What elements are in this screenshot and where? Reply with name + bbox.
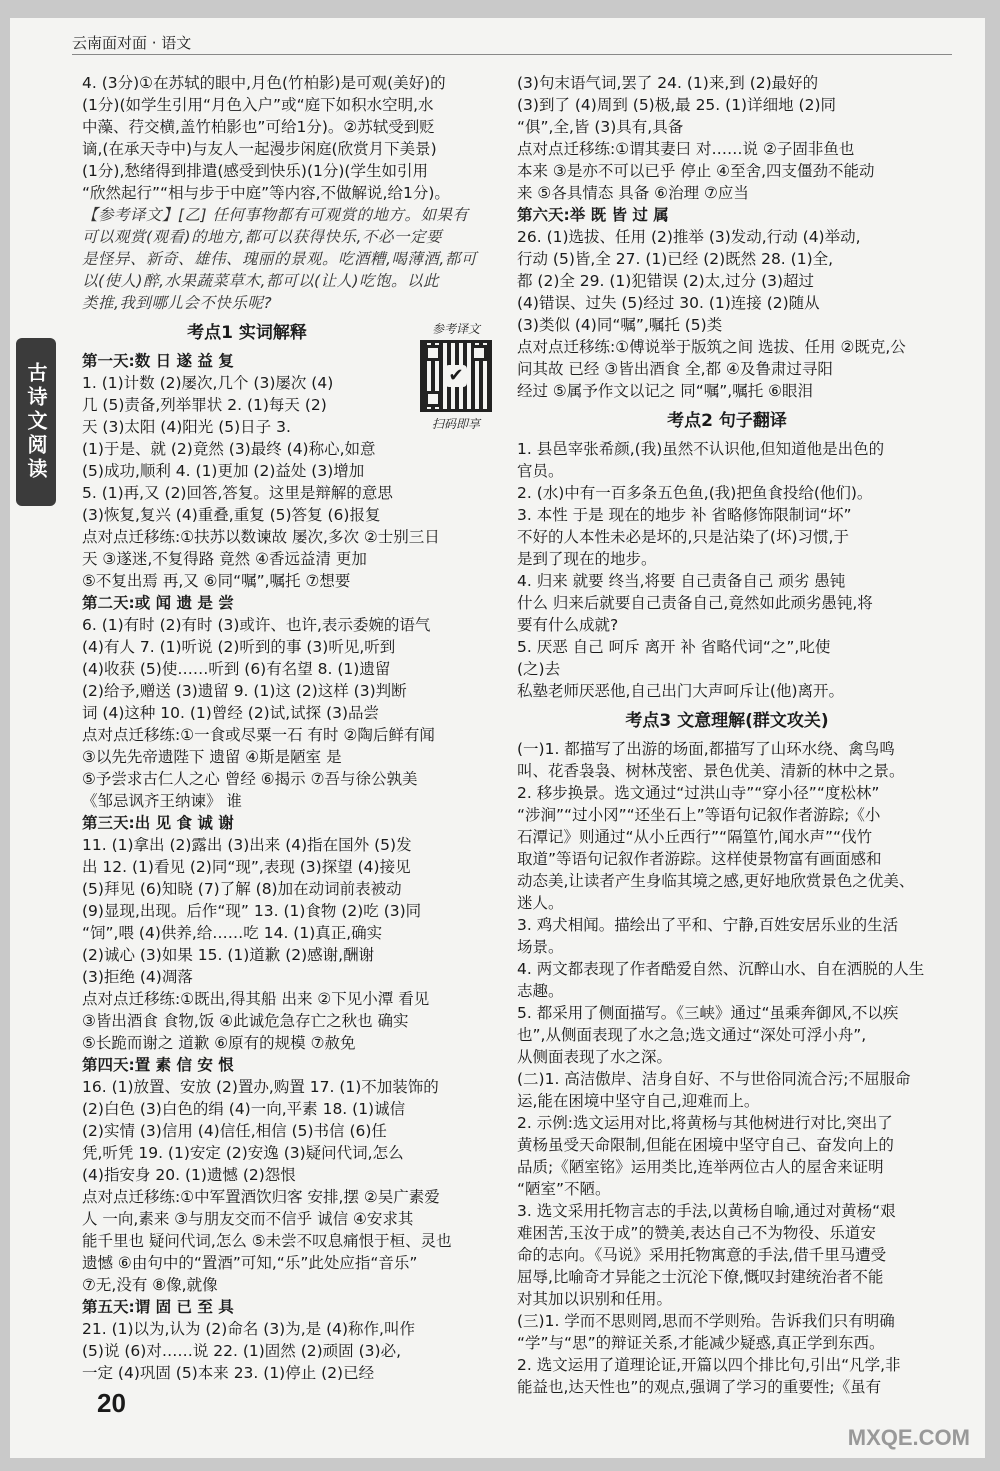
answer-line: 点对点迁移练:①中军置酒饮归客 安排,摆 ②吴广素爱 xyxy=(82,1188,440,1206)
translation-line: 是怪异、新奇、雄伟、瑰丽的景观。吃酒糟,喝薄酒,都可 xyxy=(82,250,477,268)
answer-line: 点对点迁移练:①既出,得其船 出来 ②下见小潭 看见 xyxy=(82,990,430,1008)
answer-line: 3. 选文采用托物言志的手法,以黄杨自喻,通过对黄杨“艰 xyxy=(517,1202,896,1220)
answer-line: 3. 本性 于是 现在的地步 补 省略修饰限制词“坏” xyxy=(517,506,852,524)
qr-block[interactable] xyxy=(418,320,494,432)
answer-line: 第二天:或 闻 遗 是 尝 xyxy=(82,594,234,612)
answer-line: 1. (1)计数 (2)屡次,几个 (3)屡次 (4) xyxy=(82,374,334,392)
section3-block xyxy=(517,738,937,1398)
answer-line: 黄杨虽受天命限制,但能在困境中坚守自己、奋发向上的 xyxy=(517,1136,894,1154)
qr-top-caption: 参考译文 xyxy=(431,322,480,336)
answer-line: (5)成功,顺利 4. (1)更加 (2)益处 (3)增加 xyxy=(82,462,365,480)
answer-line: 一定 (4)巩固 (5)本来 23. (1)停止 (2)已经 xyxy=(82,1364,375,1382)
translation-block xyxy=(82,204,502,314)
section3-title: 考点3 文意理解(群文攻关) xyxy=(625,711,829,731)
section1-title: 考点1 实词解释 xyxy=(187,323,307,343)
answer-line: 本来 ③是亦不可以已乎 停止 ④至舍,四支僵劲不能动 xyxy=(517,162,875,180)
answer-line: 2. (水)中有一百多条五色鱼,(我)把鱼食投给(他们)。 xyxy=(517,484,873,502)
answer-line: 出 12. (1)看见 (2)同“现”,表现 (3)探望 (4)接见 xyxy=(82,858,411,876)
answer-line: 5. (1)再,又 (2)回答,答复。这里是辩解的意思 xyxy=(82,484,393,502)
answer-line: 来 ⑤各具情态 具备 ⑥治理 ⑦应当 xyxy=(517,184,749,202)
answer-line: (4)收获 (5)使……听到 (6)有名望 8. (1)遗留 xyxy=(82,660,391,678)
answer-line: 天 (3)太阳 (4)阳光 (5)日子 3. xyxy=(82,418,291,436)
answer-line: 对其加以识别和任用。 xyxy=(517,1290,673,1308)
answer-line: 5. 厌恶 自己 呵斥 离开 补 省略代词“之”,叱使 xyxy=(517,638,831,656)
answer-line: 4. 两文都表现了作者酷爱自然、沉醉山水、自在洒脱的人生 xyxy=(517,960,925,978)
answer-line: 是到了现在的地步。 xyxy=(517,550,657,568)
side-tab-label: 古诗文阅读 xyxy=(16,338,56,506)
answer-line: 经过 ⑤属予作文以记之 同“嘱”,嘱托 ⑥眼泪 xyxy=(517,382,814,400)
answer-line: 点对点迁移练:①傅说举于版筑之间 选拔、任用 ②既克,公 xyxy=(517,338,906,356)
answer-line: 几 (5)责备,列举罪状 2. (1)每天 (2) xyxy=(82,396,327,414)
answer-line: 行动 (5)皆,全 27. (1)已经 (2)既然 28. (1)全, xyxy=(517,250,834,268)
answer-line: 4. 归来 就要 终当,将要 自己责备自己 顽劣 愚钝 xyxy=(517,572,846,590)
answer-line: 官员。 xyxy=(517,462,564,480)
answer-line: “陋室”不陋。 xyxy=(517,1180,611,1198)
answer-line: “涉涧”“过小冈”“还坐石上”等语句记叙作者游踪;《小 xyxy=(517,806,881,824)
answer-line: (一)1. 都描写了出游的场面,都描写了山环水绕、禽鸟鸣 xyxy=(517,740,895,758)
answer-line: (4)有人 7. (1)听说 (2)听到的事 (3)听见,听到 xyxy=(82,638,396,656)
answer-line: 能益也,达天性也”的观点,强调了学习的重要性;《虽有 xyxy=(517,1378,882,1396)
qr-bottom-caption: 扫码即享 xyxy=(431,417,480,431)
item4-block xyxy=(82,72,502,204)
answer-line: 点对点迁移练:①谓其妻曰 对……说 ②子固非鱼也 xyxy=(517,140,855,158)
watermark: MXQE.COM xyxy=(847,1425,970,1450)
answer-line: 第四天:置 素 信 安 恨 xyxy=(82,1056,234,1074)
answer-line: 能千里也 疑问代词,怎么 ⑤未尝不叹息痛恨于桓、灵也 xyxy=(82,1232,452,1250)
translation-line: 【参考译文】[乙] 任何事物都有可观赏的地方。如果有 xyxy=(82,206,469,224)
header-rule xyxy=(72,54,952,55)
answer-line: ⑦无,没有 ⑧像,就像 xyxy=(82,1276,218,1294)
section2-title: 考点2 句子翻译 xyxy=(667,411,787,431)
translation-line: 类推,我到哪儿会不快乐呢? xyxy=(82,294,273,312)
answer-line: (9)显现,出现。后作“现” 13. (1)食物 (2)吃 (3)同 xyxy=(82,902,422,920)
answer-line: 品质;《陋室铭》运用类比,连举两位古人的屋舍来证明 xyxy=(517,1158,884,1176)
answer-line: (2)实情 (3)信用 (4)信任,相信 (5)书信 (6)任 xyxy=(82,1122,387,1140)
page-header: 云南面对面 · 语文 xyxy=(72,34,192,52)
answer-line: (3)句末语气词,罢了 24. (1)来,到 (2)最好的 xyxy=(517,74,819,92)
answer-line: 动态美,让读者产生身临其境之感,更好地欣赏景色之优美、 xyxy=(517,872,915,890)
answer-line: ③皆出酒食 食物,饭 ④此诚危急存亡之秋也 确实 xyxy=(82,1012,409,1030)
answer-line: 叫、花香袅袅、树林茂密、景色优美、清新的林中之景。 xyxy=(517,762,905,780)
answer-line: 第五天:谓 固 已 至 具 xyxy=(82,1298,234,1316)
answer-line: 迷人。 xyxy=(517,894,564,912)
answer-line: “饲”,喂 (4)供养,给……吃 14. (1)真正,确实 xyxy=(82,924,383,942)
answer-line: ⑤不复出焉 再,又 ⑥同“嘱”,嘱托 ⑦想要 xyxy=(82,572,351,590)
answer-line: 场景。 xyxy=(517,938,564,956)
translation-line: 以(使人)醉,水果蔬菜草木,都可以(让人)吃饱。以此 xyxy=(82,272,440,290)
answer-line: 志趣。 xyxy=(517,982,564,1000)
answer-line: “俱”,全,皆 (3)具有,具备 xyxy=(517,118,684,136)
answer-line: (2)白色 (3)白色的绢 (4)一向,平素 18. (1)诚信 xyxy=(82,1100,406,1118)
answer-line: 要有什么成就? xyxy=(517,616,619,634)
section2-block xyxy=(517,438,937,702)
answer-line: 石潭记》则通过“从小丘西行”“隔篁竹,闻水声”“伐竹 xyxy=(517,828,873,846)
answer-line: 第三天:出 见 食 诚 谢 xyxy=(82,814,234,832)
answer-line: 1. 县邑宰张希颜,(我)虽然不认识他,但知道他是出色的 xyxy=(517,440,885,458)
answer-line: “欣然起行”“相与步于中庭”等内容,不做解说,给1分)。 xyxy=(82,184,450,202)
answer-line: 第六天:举 既 皆 过 属 xyxy=(517,206,669,224)
answer-line: 11. (1)拿出 (2)露出 (3)出来 (4)指在国外 (5)发 xyxy=(82,836,412,854)
answer-line: 难困苦,玉汝于成”的赞美,表达自己不为物役、乐道安 xyxy=(517,1224,876,1242)
answer-line: 凭,听凭 19. (1)安定 (2)安逸 (3)疑问代词,怎么 xyxy=(82,1144,404,1162)
answer-line: (3)到了 (4)周到 (5)极,最 25. (1)详细地 (2)同 xyxy=(517,96,836,114)
answer-line: 遗憾 ⑥由句中的“置酒”可知,“乐”此处应指“音乐” xyxy=(82,1254,418,1272)
answer-line: 21. (1)以为,认为 (2)命名 (3)为,是 (4)称作,叫作 xyxy=(82,1320,415,1338)
answer-line: (4)错误、过失 (5)经过 30. (1)连接 (2)随从 xyxy=(517,294,820,312)
answer-line: (二)1. 高洁傲岸、洁身自好、不与世俗同流合污;不屈服命 xyxy=(517,1070,911,1088)
answer-line: ③以先先帝遗陛下 遗留 ④斯是陋室 是 xyxy=(82,748,342,766)
answer-line: 都 (2)全 29. (1)犯错误 (2)太,过分 (3)超过 xyxy=(517,272,815,290)
answer-line: 4. (3分)①在苏轼的眼中,月色(竹柏影)是可观(美好)的 xyxy=(82,74,446,92)
answer-line: 屈辱,比喻奇才异能之士沉沦下僚,慨叹封建统治者不能 xyxy=(517,1268,884,1286)
answer-line: 也”,从侧面表现了水之急;选文通过“深处可浮小舟”, xyxy=(517,1026,867,1044)
answer-line: 6. (1)有时 (2)有时 (3)或许、也许,表示委婉的语气 xyxy=(82,616,431,634)
translation-line: 可以观赏(观看)的地方,都可以获得快乐,不必一定要 xyxy=(82,228,442,246)
answer-line: (1)于是、就 (2)竟然 (3)最终 (4)称心,如意 xyxy=(82,440,376,458)
answer-line: 人 一向,素来 ③与朋友交而不信乎 诚信 ④安求其 xyxy=(82,1210,414,1228)
answer-line: 运,能在困境中坚守自己,迎难而上。 xyxy=(517,1092,760,1110)
answer-line: 26. (1)选拔、任用 (2)推举 (3)发动,行动 (4)举动, xyxy=(517,228,861,246)
answer-line: 私塾老师厌恶他,自己出门大声呵斥让(他)离开。 xyxy=(517,682,845,700)
answer-line: “学”与“思”的辩证关系,才能减少疑惑,真正学到东西。 xyxy=(517,1334,885,1352)
answer-line: 点对点迁移练:①扶苏以数谏故 屡次,多次 ②士别三日 xyxy=(82,528,440,546)
answer-line: (1分)(如学生引用“月色入户”或“庭下如积水空明,水 xyxy=(82,96,434,114)
answer-line: 点对点迁移练:①一食或尽粟一石 有时 ②陶后鲜有闻 xyxy=(82,726,435,744)
answer-line: 词 (4)这种 10. (1)曾经 (2)试,试探 (3)品尝 xyxy=(82,704,380,722)
answer-line: 天 ③遂迷,不复得路 竟然 ④香远益清 更加 xyxy=(82,550,367,568)
answer-line: 2. 移步换景。选文通过“过洪山寺”“穿小径”“度松林” xyxy=(517,784,880,802)
answer-line: 谪,(在承天寺中)与友人一起漫步闲庭(欣赏月下美景) xyxy=(82,140,437,158)
answer-line: (三)1. 学而不思则罔,思而不学则殆。告诉我们只有明确 xyxy=(517,1312,895,1330)
answer-line: (3)拒绝 (4)凋落 xyxy=(82,968,193,986)
answer-line: 中藻、荇交横,盖竹柏影也”可给1分)。②苏轼受到贬 xyxy=(82,118,435,136)
answer-line: ⑤予尝求古仁人之心 曾经 ⑥揭示 ⑦吾与徐公孰美 xyxy=(82,770,418,788)
answer-line: (5)拜见 (6)知晓 (7)了解 (8)加在动词前表被动 xyxy=(82,880,402,898)
right-top-block xyxy=(517,72,937,402)
left-column xyxy=(82,72,502,1384)
answer-line: 3. 鸡犬相闻。描绘出了平和、宁静,百姓安居乐业的生活 xyxy=(517,916,899,934)
answer-line: 2. 选文运用了道理论证,开篇以四个排比句,引出“凡学,非 xyxy=(517,1356,901,1374)
answer-line: 什么 归来后就要自己责备自己,竟然如此顽劣愚钝,将 xyxy=(517,594,873,612)
answer-line: 取道”等语句记叙作者游踪。这样使景物富有画面感和 xyxy=(517,850,882,868)
answer-line: 从侧面表现了水之深。 xyxy=(517,1048,673,1066)
days-block xyxy=(82,350,502,1384)
answer-line: (3)恢复,复兴 (4)重叠,重复 (5)答复 (6)报复 xyxy=(82,506,381,524)
answer-line: 不好的人本性未必是坏的,只是沾染了(坏)习惯,于 xyxy=(517,528,849,546)
answer-line: 2. 示例:选文运用对比,将黄杨与其他树进行对比,突出了 xyxy=(517,1114,893,1132)
answer-line: 16. (1)放置、安放 (2)置办,购置 17. (1)不加装饰的 xyxy=(82,1078,439,1096)
answer-line: (5)说 (6)对……说 22. (1)固然 (2)顽固 (3)必, xyxy=(82,1342,401,1360)
answer-line: 命的志向。《马说》采用托物寓意的手法,借千里马遭受 xyxy=(517,1246,887,1264)
answer-line: 《邹忌讽齐王纳谏》 谁 xyxy=(82,792,242,810)
answer-line: (之)去 xyxy=(517,660,561,678)
answer-line: (4)指安身 20. (1)遗憾 (2)怨恨 xyxy=(82,1166,296,1184)
answer-line: ⑤长跪而谢之 道歉 ⑥原有的规模 ⑦赦免 xyxy=(82,1034,356,1052)
answer-line: (2)诚心 (3)如果 15. (1)道歉 (2)感谢,酬谢 xyxy=(82,946,375,964)
answer-line: (3)类似 (4)同“嘱”,嘱托 (5)类 xyxy=(517,316,723,334)
answer-line: 5. 都采用了侧面描写。《三峡》通过“虽乘奔御风,不以疾 xyxy=(517,1004,899,1022)
right-column xyxy=(517,72,937,1398)
answer-line: 第一天:数 日 遂 益 复 xyxy=(82,352,234,370)
answer-line: (1分),愁绪得到排遣(感受到快乐)(1分)(学生如引用 xyxy=(82,162,428,180)
answer-line: 问其故 已经 ③皆出酒食 全,都 ④及鲁肃过寻阳 xyxy=(517,360,833,378)
qr-code-icon[interactable]: ✔ xyxy=(420,340,492,412)
page-number: 20 xyxy=(97,1388,126,1418)
answer-line: (2)给予,赠送 (3)遗留 9. (1)这 (2)这样 (3)判断 xyxy=(82,682,407,700)
